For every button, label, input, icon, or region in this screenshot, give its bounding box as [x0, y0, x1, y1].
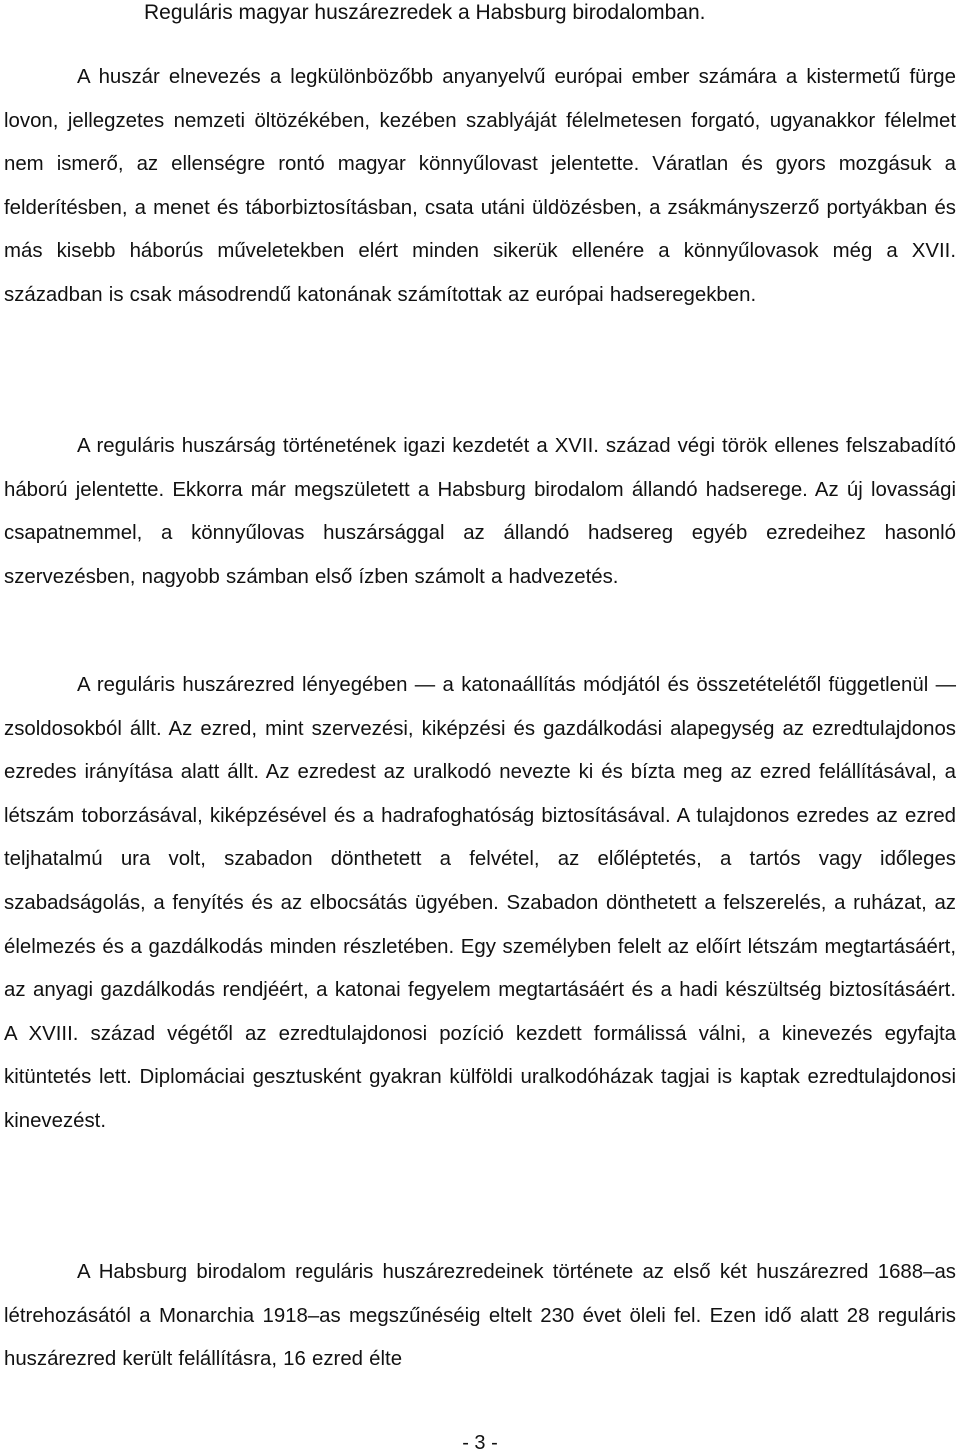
- paragraph-regiment-history: A Habsburg birodalom reguláris huszárezredeinek története az első két huszárezred 1688–as létrehozásától a Monarchia 1918–as megszűnéséig eltelt 230 évet öleli fel. Ezen idő alatt 28 reguláris huszárezred került felállításra, 16 ezred élte: [4, 1261, 956, 1371]
- paragraph-regular-hussar-beginnings: A reguláris huszárság történetének igazi kezdetét a XVII. század végi török ellenes felszabadító háború jelentette. Ekkorra már megszületett a Habsburg birodalom állandó hadserege. Az új lovassági csapatnemmel, a könnyűlovas huszársággal az állandó hadsereg egyéb ezredeihez hasonló szervezésben, nagyobb számban első ízben számolt a hadvezetés.: [4, 435, 956, 588]
- paragraph-hussar-definition: A huszár elnevezés a legkülönbözőbb anyanyelvű európai ember számára a kistermetű fürge lovon, jellegzetes nemzeti öltözékében, kezében szablyáját félelmetesen forgató, ugyanakkor félelmet nem ismerő, az ellenségre rontó magyar könnyűlovast jelentette. Váratlan és gyors mozgásuk a felderítésben, a menet és táborbiztosításban, csata utáni üldözésben, a zsákmányszerző portyákban és más kisebb háborús műveletekben elért minden sikerük ellenére a könnyűlovasok még a XVII. században is csak másodrendű katonának számítottak az európai hadseregekben.: [4, 66, 956, 306]
- document-title: Reguláris magyar huszárezredek a Habsburg birodalomban.: [144, 1, 706, 24]
- document-page: [4, 0, 956, 1454]
- paragraph-regiment-structure: A reguláris huszárezred lényegében — a katonaállítás módjától és összetételétől függetlenül — zsoldosokból állt. Az ezred, mint szervezési, kiképzési és gazdálkodási alapegység az ezredtulajdonos ezredes irányítása alatt állt. Az ezredest az uralkodó nevezte ki és bízta meg az ezred felállításával, a létszám toborzásával, kiképzésével és a hadrafoghatóság biztosításával. A tulajdonos ezredes az ezred teljhatalmú ura volt, szabadon dönthetett a felvétel, az előléptetés, a tartós vagy időleges szabadságolás, a fenyítés és az elbocsátás ügyében. Szabadon dönthetett a felszerelés, a ruházat, az élelmezés és a gazdálkodás minden részletében. Egy személyben felelt az előírt létszám megtartásáért, az anyagi gazdálkodás rendjéért, a katonai fegyelem megtartásáért és a hadi készültség biztosításáért. A XVIII. század végétől az ezredtulajdonosi pozíció kezdett formálissá válni, a kinevezés egyfajta kitüntetés lett. Diplomáciai gesztusként gyakran külföldi uralkodóházak tagjai is kaptak ezredtulajdonosi kinevezést.: [4, 674, 956, 1132]
- page-number: - 3 -: [462, 1432, 498, 1454]
